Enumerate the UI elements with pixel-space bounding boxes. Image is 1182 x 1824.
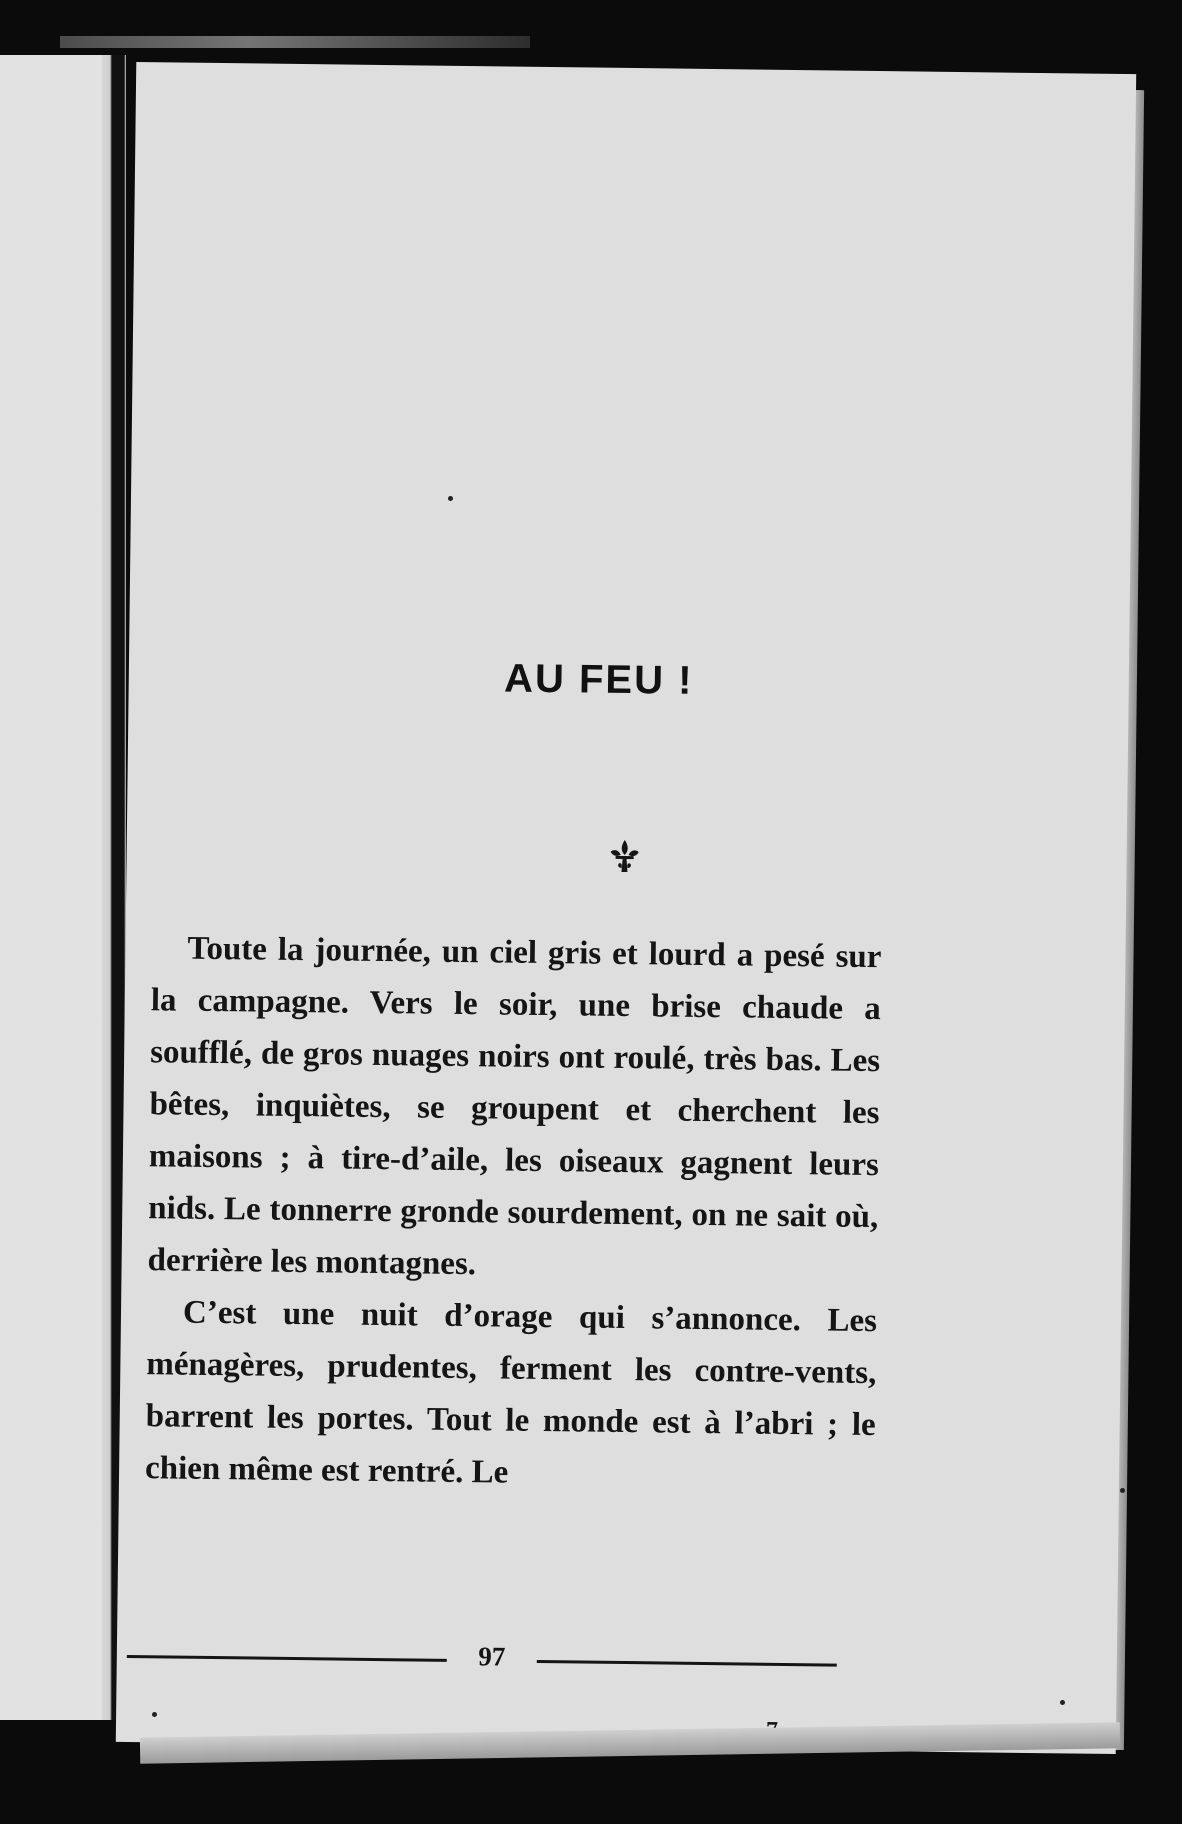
fleur-de-lis-icon	[606, 838, 642, 874]
speck	[1060, 1700, 1065, 1705]
footer-rule-right	[537, 1660, 837, 1667]
book-page	[116, 62, 1136, 1754]
paragraph: C’est une nuit d’orage qui s’annonce. Les ménagères, prudentes, ferment les contre-vents, barrent les portes. Tout le monde est à l’abri ; le chien même est rentré. Le	[144, 1294, 878, 1491]
left-page-margin	[0, 55, 102, 1720]
body-text	[145, 922, 882, 1503]
speck	[448, 496, 453, 501]
scan-artifact	[60, 36, 530, 48]
chapter-title: AU FEU !	[503, 656, 694, 703]
page-number: 97	[478, 1641, 506, 1672]
speck	[1120, 1488, 1125, 1493]
paragraph: Toute la journée, un ciel gris et lourd a pesé sur la campagne. Vers le soir, une brise chaude a soufflé, de gros nuages noirs ont roulé, très bas. Les bêtes, inquiètes, se groupent et cherchent les maisons ; à tire-d’aile, les oiseaux gagnent leurs nids. Le tonnerre gronde sourdement, on ne sait où, derrière les montagnes.	[147, 930, 882, 1283]
footer-rule-left	[127, 1655, 447, 1662]
page-footer	[127, 1637, 837, 1686]
speck	[152, 1712, 157, 1717]
